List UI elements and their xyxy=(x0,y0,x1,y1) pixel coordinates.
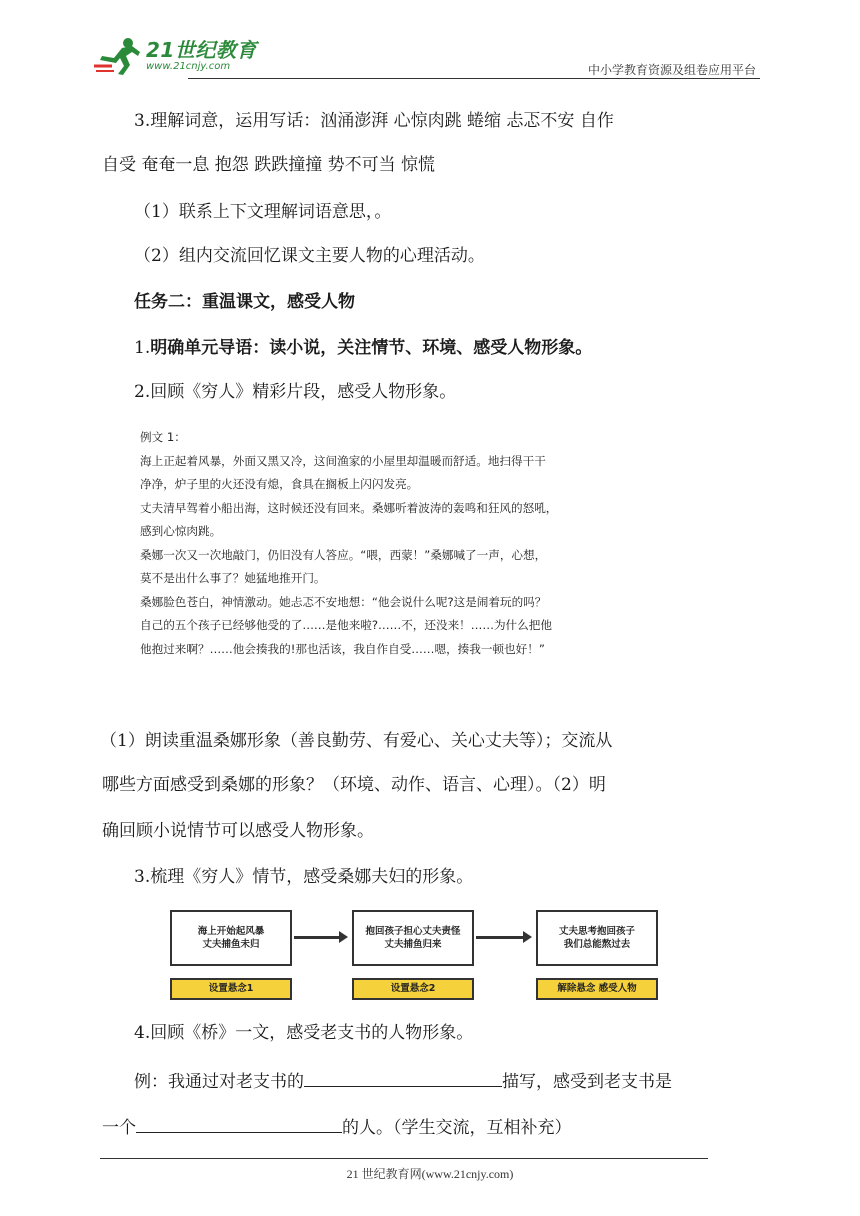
plot-flow-diagram xyxy=(170,910,670,1002)
excerpt-line: 例文 1： xyxy=(140,430,186,444)
paragraph-step1: （1）联系上下文理解词语意思，。 xyxy=(134,202,392,222)
flow-box-3-line1: 丈夫思考抱回孩子 xyxy=(558,926,635,937)
item-1-text: 明确单元导语：读小说，关注情节、环境、感受人物形象。 xyxy=(150,338,593,358)
fill-blank-2[interactable] xyxy=(136,1114,342,1133)
item-2: 2.回顾《穷人》精彩片段，感受人物形象。 xyxy=(134,382,457,402)
header-divider xyxy=(188,78,760,79)
flow-box-1-line1: 海上开始起风暴 xyxy=(197,926,265,937)
flow-tag-1: 设置悬念1 xyxy=(170,978,292,1000)
flow-arrow-1 xyxy=(294,936,340,939)
flow-box-2-line1: 抱回孩子担心丈夫责怪 xyxy=(365,926,461,937)
flow-box-2 xyxy=(352,910,474,966)
flow-tag-3: 解除悬念 感受人物 xyxy=(536,978,658,1000)
page-header xyxy=(92,30,760,80)
excerpt-line: 他抱过来啊？……他会揍我的!那也活该，我自作自受……嗯，揍我一顿也好！” xyxy=(140,641,545,656)
item-1-number: 1. xyxy=(134,338,151,358)
paragraph-vocab-line1: 3.理解词意，运用写话：汹涌澎湃 心惊肉跳 蜷缩 忐忑不安 自作 xyxy=(134,111,614,131)
excerpt-line: 丈夫清早驾着小船出海，这时候还没有回来。桑娜听着波涛的轰鸣和狂风的怒吼， xyxy=(140,500,558,515)
logo-url: www.21cnjy.com xyxy=(146,61,231,72)
example-text-a: 例：我通过对老支书的 xyxy=(134,1072,304,1092)
example-line1 xyxy=(134,1068,794,1093)
flow-box-3 xyxy=(536,910,658,966)
flow-box-1 xyxy=(170,910,292,966)
fill-blank-1[interactable] xyxy=(304,1068,502,1087)
page-footer: 21 世纪教育网(www.21cnjy.com) xyxy=(346,1167,514,1181)
excerpt-block xyxy=(140,426,620,661)
flow-tag-2: 设置悬念2 xyxy=(352,978,474,1000)
logo xyxy=(92,36,257,76)
example-text-c: 一个 xyxy=(102,1118,136,1138)
example-line2 xyxy=(102,1114,762,1139)
excerpt-line: 自己的五个孩子已经够他受的了……是他来啦?……不，还没来！……为什么把他 xyxy=(140,618,552,632)
header-slogan: 中小学教育资源及组卷应用平台 xyxy=(587,63,756,77)
flow-box-1-line2: 丈夫捕鱼未归 xyxy=(202,939,260,950)
task-heading: 任务二：重温课文，感受人物 xyxy=(134,292,355,312)
excerpt-line: 莫不是出什么事了？她猛地推开门。 xyxy=(140,571,326,585)
example-text-b: 描写，感受到老支书是 xyxy=(502,1072,672,1092)
footer-divider xyxy=(100,1158,708,1159)
paragraph-step2: （2）组内交流回忆课文主要人物的心理活动。 xyxy=(134,246,485,266)
item-3: 3.梳理《穷人》情节，感受桑娜夫妇的形象。 xyxy=(134,867,474,887)
logo-title: 21世纪教育 xyxy=(146,38,257,62)
flow-arrow-2 xyxy=(476,936,524,939)
flow-box-2-line2: 丈夫捕鱼归来 xyxy=(384,939,442,950)
paragraph-vocab-line2: 自受 奄奄一息 抱怨 跌跌撞撞 势不可当 惊慌 xyxy=(102,155,436,175)
excerpt-line: 净净，炉子里的火还没有熄，食具在搁板上闪闪发亮。 xyxy=(140,477,419,491)
excerpt-line: 感到心惊肉跳。 xyxy=(140,524,222,538)
excerpt-line: 桑娜脸色苍白，神情激动。她忐忑不安地想：“他会说什么呢?这是闹着玩的吗？ xyxy=(140,594,547,609)
excerpt-line: 桑娜一次又一次地敲门，仍旧没有人答应。“喂，西蒙！”桑娜喊了一声，心想， xyxy=(140,547,547,562)
item-4: 4.回顾《桥》一文，感受老支书的人物形象。 xyxy=(134,1023,474,1043)
question-line3: 确回顾小说情节可以感受人物形象。 xyxy=(102,821,374,841)
example-text-d: 的人。（学生交流，互相补充） xyxy=(342,1118,572,1138)
runner-logo-icon xyxy=(92,36,144,76)
item-1 xyxy=(134,337,794,359)
question-line2: 哪些方面感受到桑娜的形象？（环境、动作、语言、心理）。（2）明 xyxy=(102,775,606,795)
flow-box-3-line2: 我们总能熬过去 xyxy=(563,939,631,950)
excerpt-line: 海上正起着风暴，外面又黑又冷，这间渔家的小屋里却温暖而舒适。地扫得干干 xyxy=(140,453,546,468)
question-line1: （1）朗读重温桑娜形象（善良勤劳、有爱心、关心丈夫等）；交流从 xyxy=(100,731,613,751)
